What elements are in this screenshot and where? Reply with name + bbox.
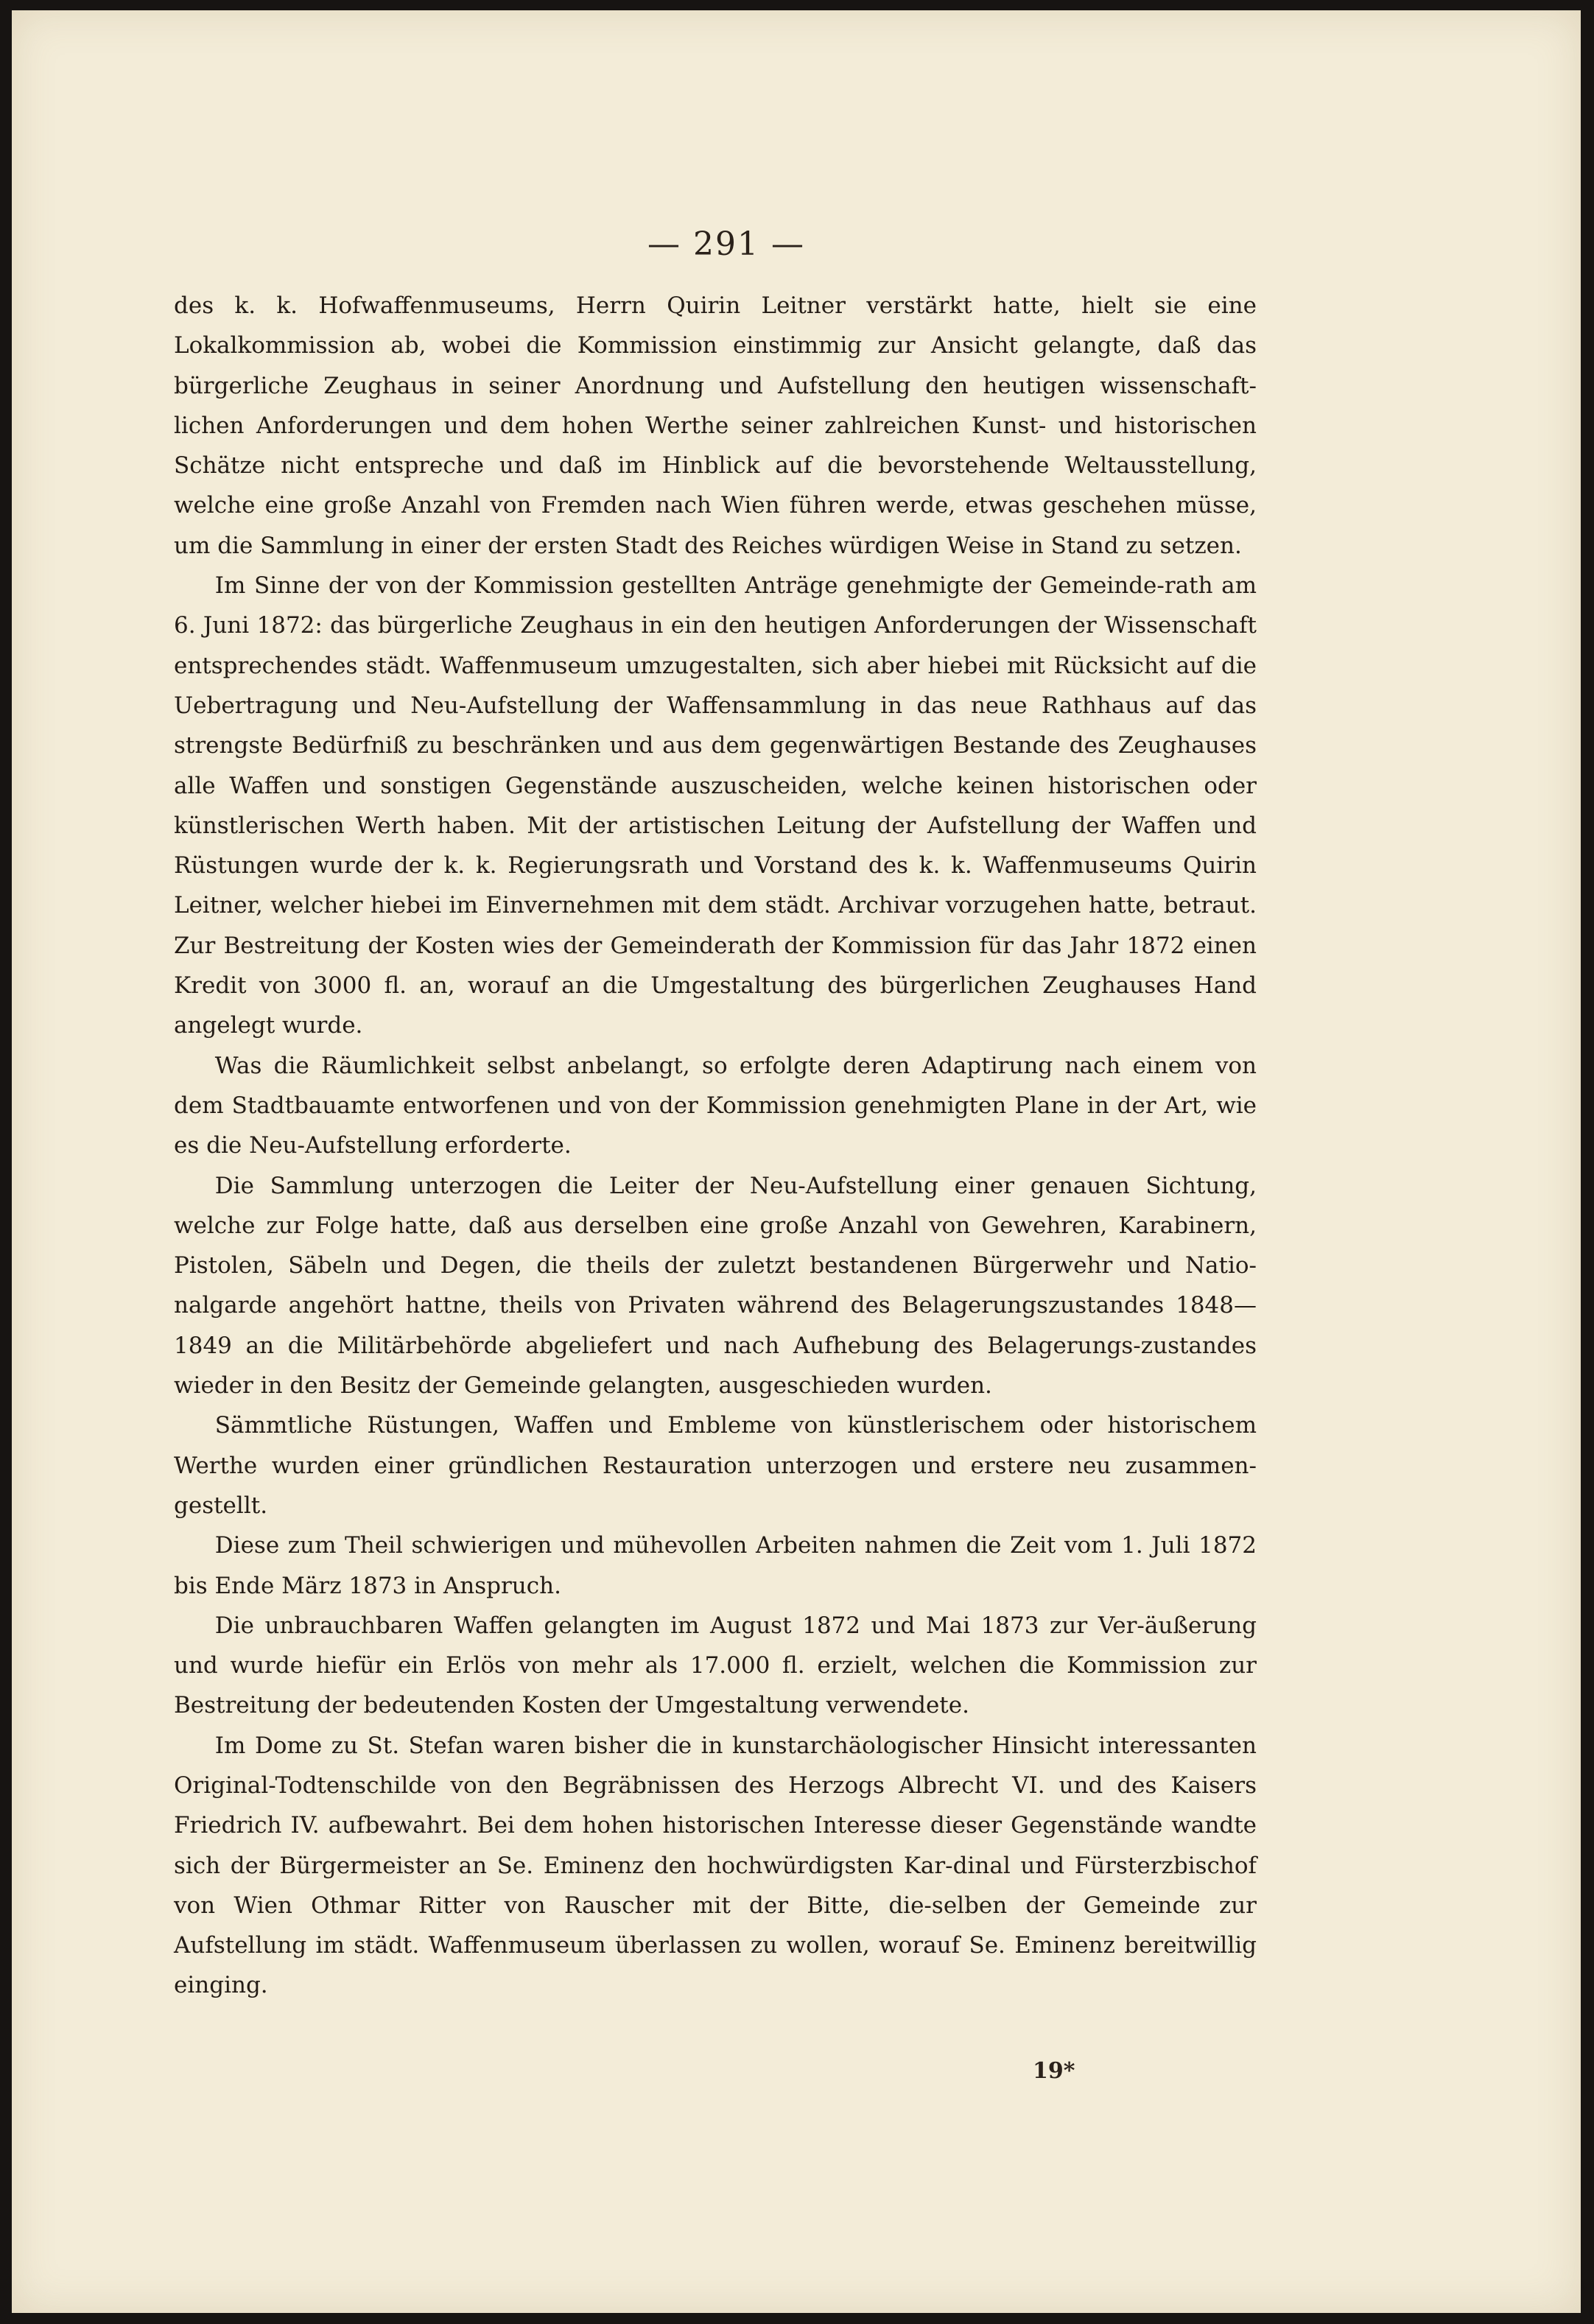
- paragraph-8: Im Dome zu St. Stefan waren bisher die in kunstarchäologischer Hinsicht interessanten Original-Todtenschilde von den Begräbnissen des Herzogs Albrecht VI. und des Kaisers Friedrich IV. aufbewahrt. Bei dem hohen historischen Interesse dieser Gegenstände wandte sich der Bürgermeister an Se. Eminenz den hochwürdigsten Kar-dinal und Fürsterzbischof von Wien Othmar Ritter von Rauscher mit der Bitte, die-selben der Gemeinde zur Aufstellung im städt. Waffenmuseum überlassen zu wollen, worauf Se. Eminenz bereitwillig einging.: [174, 1732, 1257, 1999]
- paragraph-7: Die unbrauchbaren Waffen gelangten im August 1872 und Mai 1873 zur Ver-äußerung und wurde hiefür ein Erlös von mehr als 17.000 fl. erzielt, welchen die Kommission zur Bestreitung der bedeutenden Kosten der Umgestaltung verwendete.: [174, 1612, 1257, 1719]
- paragraph-4: Die Sammlung unterzogen die Leiter der Neu-Aufstellung einer genauen Sichtung, welche zur Folge hatte, daß aus derselben eine große Anzahl von Gewehren, Karabinern, Pistolen, Säbeln und Degen, die theils der zuletzt bestandenen Bürgerwehr und Natio-nalgarde angehört hattne, theils von Privaten während des Belagerungszustandes 1848—1849 an die Militärbehörde abgeliefert und nach Aufhebung des Belagerungs-zustandes wieder in den Besitz der Gemeinde gelangten, ausgeschieden wurden.: [174, 1172, 1257, 1400]
- paragraph-5: Sämmtliche Rüstungen, Waffen und Embleme von künstlerischem oder historischem Werthe wurden einer gründlichen Restauration unterzogen und erstere neu zusammen-gestellt.: [174, 1412, 1257, 1519]
- paragraph-1: des k. k. Hofwaffenmuseums, Herrn Quirin Leitner verstärkt hatte, hielt sie eine Lokalkommission ab, wobei die Kommission einstimmig zur Ansicht gelangte, daß das bürgerliche Zeughaus in seiner Anordnung und Aufstellung den heutigen wissenschaft-lichen Anforderungen und dem hohen Werthe seiner zahlreichen Kunst- und historischen Schätze nicht entspreche und daß im Hinblick auf die bevorstehende Weltausstellung, welche eine große Anzahl von Fremden nach Wien führen werde, etwas geschehen müsse, um die Sammlung in einer der ersten Stadt des Reiches würdigen Weise in Stand zu setzen.: [174, 292, 1257, 559]
- paragraph-6: Diese zum Theil schwierigen und mühevollen Arbeiten nahmen die Zeit vom 1. Juli 1872 bis Ende März 1873 in Anspruch.: [174, 1532, 1257, 1599]
- paragraph-2: Im Sinne der von der Kommission gestellten Anträge genehmigte der Gemeinde-rath am 6. Juni 1872: das bürgerliche Zeughaus in ein den heutigen Anforderungen der Wissenschaft entsprechendes städt. Waffenmuseum umzugestalten, sich aber hiebei mit Rücksicht auf die Uebertragung und Neu-Aufstellung der Waffensammlung in das neue Rathhaus auf das strengste Bedürfniß zu beschränken und aus dem gegenwärtigen Bestande des Zeughauses alle Waffen und sonstigen Gegenstände auszuscheiden, welche keinen historischen oder künstlerischen Werth haben. Mit der artistischen Leitung der Aufstellung der Waffen und Rüstungen wurde der k. k. Regierungsrath und Vorstand des k. k. Waffenmuseums Quirin Leitner, welcher hiebei im Einvernehmen mit dem städt. Archivar vorzugehen hatte, betraut. Zur Bestreitung der Kosten wies der Gemeinderath der Kommission für das Jahr 1872 einen Kredit von 3000 fl. an, worauf an die Umgestaltung des bürgerlichen Zeughauses Hand angelegt wurde.: [174, 572, 1257, 1039]
- page-sheet: [12, 10, 1581, 2313]
- signature-mark: 19*: [1033, 2058, 1075, 2084]
- body-text: [174, 286, 1257, 2006]
- paragraph-3: Was die Räumlichkeit selbst anbelangt, so erfolgte deren Adaptirung nach einem von dem Stadtbauamte entworfenen und von der Kommission genehmigten Plane in der Art, wie es die Neu-Aufstellung erforderte.: [174, 1052, 1257, 1159]
- page-number: — 291 —: [647, 225, 805, 263]
